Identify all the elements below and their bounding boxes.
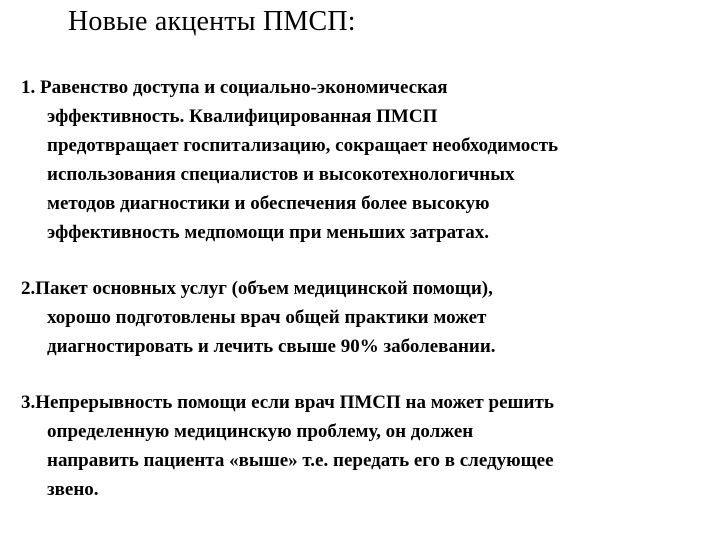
list-item-line: хорошо подготовлены врач общей практики может <box>47 307 487 328</box>
list-item-3 <box>21 388 711 504</box>
list-item-line: направить пациента «выше» т.е. передать его в следующее <box>47 450 554 471</box>
list-item-line <box>21 274 711 303</box>
list-item-text: Непрерывность помощи если врач ПМСП на может решить <box>35 392 554 413</box>
list-item-number: 2. <box>21 278 36 299</box>
list-item-line <box>21 73 711 102</box>
list-item-line <box>21 388 711 417</box>
list-item-number: 3. <box>21 392 36 413</box>
list-item-line: предотвращает госпитализацию, сокращает необходимость <box>47 135 559 156</box>
list-item-text: Пакет основных услуг (объем медицинской помощи), <box>35 278 493 299</box>
list-item-line: эффективность. Квалифицированная ПМСП <box>47 106 438 127</box>
list-item-line: методов диагностики и обеспечения более высокую <box>47 193 490 214</box>
list-item-text: Равенство доступа и социально-экономическая <box>40 77 448 98</box>
list-item-line: звено. <box>47 479 99 500</box>
list-item-line: эффективность медпомощи при меньших затратах. <box>47 222 489 243</box>
list-item-line: диагностировать и лечить свыше 90% заболевании. <box>47 336 496 357</box>
list-item-line: использования специалистов и высокотехнологичных <box>47 164 515 185</box>
list-item-1 <box>21 73 711 247</box>
list-item-line: определенную медицинскую проблему, он должен <box>47 421 474 442</box>
list-item-2 <box>21 274 711 361</box>
slide-title: Новые акценты ПМСП: <box>68 6 356 37</box>
list-item-number: 1. <box>21 77 36 98</box>
